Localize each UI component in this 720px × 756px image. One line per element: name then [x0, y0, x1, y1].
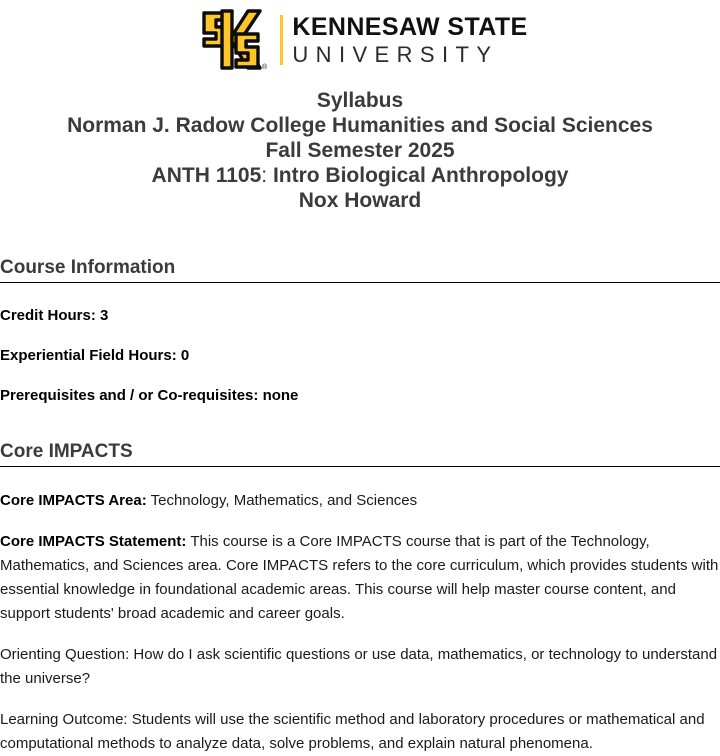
course-code: ANTH 1105	[151, 164, 262, 187]
core-impacts-area-line	[0, 489, 720, 513]
logo-divider	[280, 15, 283, 65]
ksu-monogram-icon	[192, 6, 270, 74]
instructor-name: Nox Howard	[298, 189, 422, 212]
core-impacts-area-value: Technology, Mathematics, and Sciences	[150, 492, 418, 509]
syllabus-title-block	[0, 88, 720, 213]
core-impacts-statement-text: This course is a Core IMPACTS course that is part of the Technology, Mathematics, and Sciences area. Core IMPACTS refers to the core curriculum, which provides students with essential knowledge in foundational academic areas. This course will help master course content, and support students' broad academic and career goals.	[0, 533, 719, 622]
core-impacts-statement	[0, 530, 720, 626]
university-logo-band	[0, 0, 720, 82]
course-separator: :	[261, 164, 268, 187]
registered-trademark-icon: ®	[262, 64, 268, 71]
term-name: Fall Semester 2025	[265, 139, 455, 162]
document-type: Syllabus	[316, 89, 404, 112]
learning-outcome: Learning Outcome: Students will use the scientific method and laboratory procedures or mathematical and computational methods to analyze data, solve problems, and explain natural phenomena.	[0, 711, 705, 752]
orienting-question: Orienting Question: How do I ask scientific questions or use data, mathematics, or technology to understand the universe?	[0, 646, 718, 687]
core-impacts-statement-label: Core IMPACTS Statement:	[0, 533, 187, 550]
experiential-field-hours-line: Experiential Field Hours: 0	[0, 347, 190, 364]
core-impacts-area-label: Core IMPACTS Area:	[0, 492, 147, 509]
section-heading-core-impacts: Core IMPACTS	[0, 440, 720, 467]
ksu-logo-lockup	[192, 6, 527, 74]
university-wordmark	[292, 12, 528, 67]
wordmark-line-2: UNIVERSITY	[292, 41, 499, 67]
credit-hours-line: Credit Hours: 3	[0, 307, 109, 324]
course-title-line	[0, 163, 720, 188]
course-name: Intro Biological Anthropology	[272, 164, 569, 187]
wordmark-line-1: KENNESAW STATE	[292, 12, 528, 41]
section-heading-course-information: Course Information	[0, 256, 720, 283]
college-name: Norman J. Radow College Humanities and Social Sciences	[67, 114, 653, 137]
prerequisites-line: Prerequisites and / or Co-requisites: none	[0, 387, 299, 404]
